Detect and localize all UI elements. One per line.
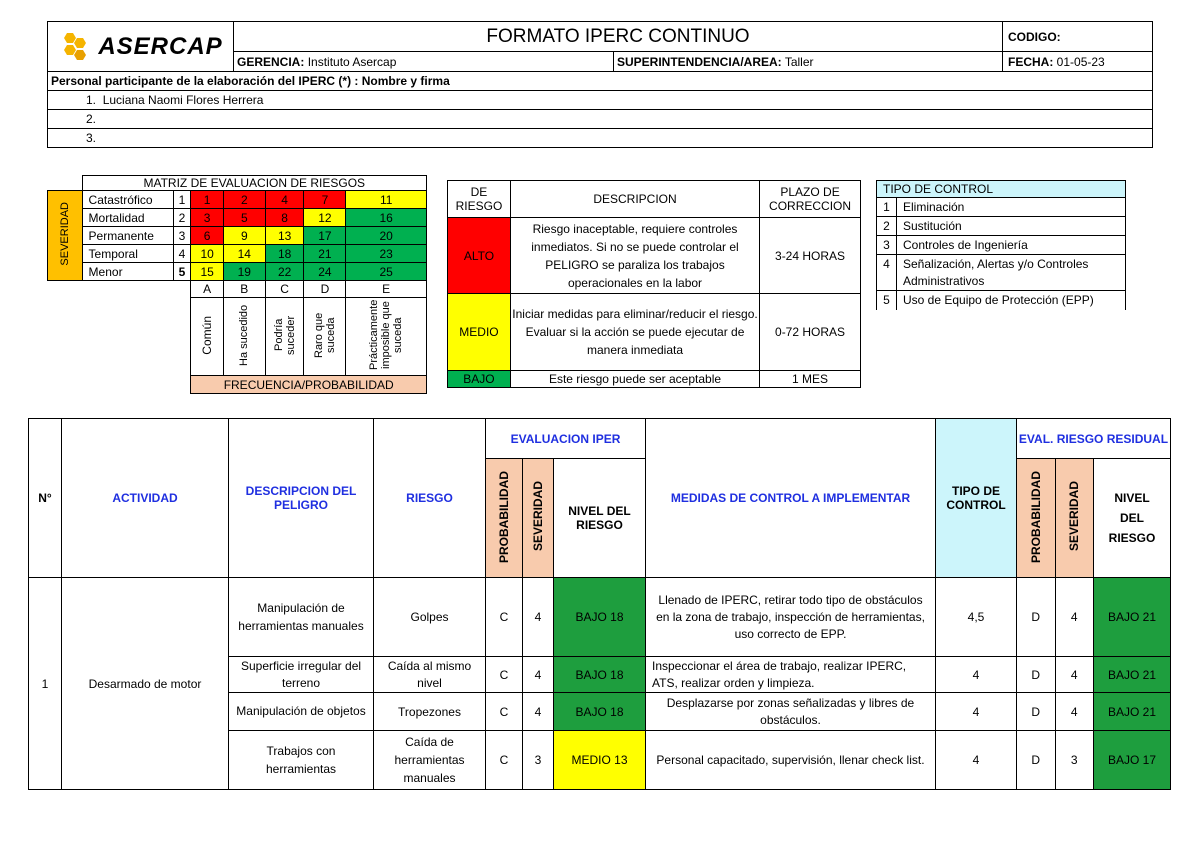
matrix-cell: 16	[346, 209, 427, 227]
participant-row	[48, 129, 1153, 148]
severity-row-num: 5	[173, 263, 191, 281]
severity-row-label: Permanente	[82, 227, 173, 245]
sev-cell: 3	[523, 731, 554, 790]
freq-label: Prácticamente imposible que suceda	[368, 299, 405, 370]
medidas-cell: Inspeccionar el área de trabajo, realizar IPERC, ATS, realizar orden y limpieza.	[646, 657, 936, 693]
riesgo-cell: Tropezones	[374, 693, 486, 731]
peligro-cell: Manipulación de herramientas manuales	[229, 578, 374, 657]
tipo-cell: 4	[936, 731, 1017, 790]
matrix-cell: 14	[223, 245, 265, 263]
prob-cell: C	[486, 657, 523, 693]
logo-text: ASERCAP	[98, 32, 223, 60]
freq-label-cell	[223, 298, 265, 376]
matrix-title: MATRIZ DE EVALUACION DE RIESGOS	[82, 176, 426, 191]
risk-level-plazo: 1 MES	[760, 371, 861, 388]
matrix-cell: 15	[191, 263, 223, 281]
matrix-cell: 11	[346, 191, 427, 209]
freq-letter: A	[191, 281, 223, 298]
hexagon-logo-icon	[58, 32, 92, 62]
risk-level-desc: Iniciar medidas para eliminar/reducir el riesgo. Evaluar si la acción se puede ejecutar de manera inmediata	[510, 294, 759, 371]
freq-label: Común	[200, 315, 215, 355]
matrix-cell: 7	[304, 191, 346, 209]
matrix-cell: 10	[191, 245, 223, 263]
participant-row	[48, 91, 1153, 110]
control-type-label: Señalización, Alertas y/o Controles Administrativos	[897, 255, 1126, 291]
gerencia-value: Instituto Asercap	[307, 54, 397, 69]
col-header-num: N°	[29, 419, 62, 578]
risk-matrix	[47, 175, 427, 394]
matrix-cell: 3	[191, 209, 223, 227]
matrix-cell: 9	[223, 227, 265, 245]
col-header-res-severidad: SEVERIDAD	[1067, 481, 1082, 552]
medidas-cell: Llenado de IPERC, retirar todo tipo de obstáculos en la zona de trabajo, inspección de herramientas, uso correcto de EPP.	[646, 578, 936, 657]
freq-letter: B	[223, 281, 265, 298]
area-cell	[614, 52, 1003, 72]
freq-label-cell	[265, 298, 304, 376]
matrix-cell: 18	[265, 245, 304, 263]
participant-row	[48, 110, 1153, 129]
col-header-res-probabilidad-cell	[1017, 459, 1056, 578]
col-header-peligro: DESCRIPCION DEL PELIGRO	[229, 419, 374, 578]
res-prob-cell: D	[1017, 657, 1056, 693]
freq-label: Ha sucedido	[238, 304, 251, 366]
gerencia-cell	[234, 52, 614, 72]
risk-levels-table	[447, 180, 861, 388]
freq-label-cell	[304, 298, 346, 376]
control-type-num: 3	[877, 236, 897, 255]
control-types-table	[876, 180, 1126, 310]
sev-cell: 4	[523, 657, 554, 693]
matrix-cell: 5	[223, 209, 265, 227]
control-type-label: Controles de Ingeniería	[897, 236, 1126, 255]
matrix-cell: 13	[265, 227, 304, 245]
risk-level-desc: Este riesgo puede ser aceptable	[510, 371, 759, 388]
matrix-cell: 1	[191, 191, 223, 209]
freq-label: Raro que suceda	[312, 312, 337, 358]
nivel-cell: BAJO 18	[554, 693, 646, 731]
matrix-cell: 21	[304, 245, 346, 263]
severity-row-num: 2	[173, 209, 191, 227]
control-type-num: 2	[877, 217, 897, 236]
control-type-num: 4	[877, 255, 897, 291]
col-header-eval-residual: EVAL. RIESGO RESIDUAL	[1017, 419, 1171, 459]
risk-level-badge: BAJO	[448, 371, 511, 388]
freq-letter: C	[265, 281, 304, 298]
medidas-cell: Personal capacitado, supervisión, llenar check list.	[646, 731, 936, 790]
col-header-res-severidad-cell	[1055, 459, 1094, 578]
matrix-cell: 23	[346, 245, 427, 263]
document-title: FORMATO IPERC CONTINUO	[234, 22, 1003, 52]
col-header-tipo-control: TIPO DE CONTROL	[936, 419, 1017, 578]
control-type-num: 5	[877, 291, 897, 310]
res-sev-cell: 4	[1055, 657, 1094, 693]
nivel-cell: BAJO 18	[554, 657, 646, 693]
risk-level-badge: ALTO	[448, 218, 511, 294]
col-header-eval-iper: EVALUACION IPER	[486, 419, 646, 459]
control-type-label: Eliminación	[897, 198, 1126, 217]
severity-row-label: Temporal	[82, 245, 173, 263]
res-sev-cell: 4	[1055, 578, 1094, 657]
matrix-cell: 12	[304, 209, 346, 227]
col-header-medidas: MEDIDAS DE CONTROL A IMPLEMENTAR	[646, 419, 936, 578]
prob-cell: C	[486, 731, 523, 790]
col-header-riesgo: RIESGO	[374, 419, 486, 578]
fecha-value: 01-05-23	[1056, 54, 1105, 69]
tipo-cell: 4	[936, 657, 1017, 693]
riesgo-cell: Caída de herramientas manuales	[374, 731, 486, 790]
activity-num: 1	[29, 578, 62, 790]
severity-row-num: 1	[173, 191, 191, 209]
plazo-header: PLAZO DE CORRECCION	[760, 181, 861, 218]
severity-row-label: Catastrófico	[82, 191, 173, 209]
prob-cell: C	[486, 578, 523, 657]
risk-level-plazo: 3-24 HORAS	[760, 218, 861, 294]
freq-label-cell	[346, 298, 427, 376]
level-header: DE RIESGO	[448, 181, 511, 218]
res-sev-cell: 4	[1055, 693, 1094, 731]
matrix-cell: 17	[304, 227, 346, 245]
matrix-cell: 2	[223, 191, 265, 209]
res-nivel-cell: BAJO 21	[1094, 657, 1171, 693]
riesgo-cell: Golpes	[374, 578, 486, 657]
matrix-cell: 6	[191, 227, 223, 245]
severity-row-num: 3	[173, 227, 191, 245]
res-nivel-cell: BAJO 17	[1094, 731, 1171, 790]
prob-cell: C	[486, 693, 523, 731]
nivel-cell: MEDIO 13	[554, 731, 646, 790]
risk-level-plazo: 0-72 HORAS	[760, 294, 861, 371]
riesgo-cell: Caída al mismo nivel	[374, 657, 486, 693]
risk-level-badge: MEDIO	[448, 294, 511, 371]
activity-name: Desarmado de motor	[62, 578, 229, 790]
matrix-cell: 25	[346, 263, 427, 281]
medidas-cell: Desplazarse por zonas señalizadas y libres de obstáculos.	[646, 693, 936, 731]
control-type-num: 1	[877, 198, 897, 217]
matrix-cell: 20	[346, 227, 427, 245]
area-label: SUPERINTENDENCIA/AREA:	[617, 54, 782, 69]
peligro-cell: Manipulación de objetos	[229, 693, 374, 731]
participant-num: 3.	[86, 131, 97, 145]
peligro-cell: Trabajos con herramientas	[229, 731, 374, 790]
freq-footer: FRECUENCIA/PROBABILIDAD	[191, 376, 427, 394]
nivel-cell: BAJO 18	[554, 578, 646, 657]
severity-label-text: SEVERIDAD	[58, 202, 71, 266]
severity-row-label: Mortalidad	[82, 209, 173, 227]
col-header-nivel: NIVEL DEL RIESGO	[554, 459, 646, 578]
severity-row-label: Menor	[82, 263, 173, 281]
logo-cell	[48, 22, 234, 72]
severity-axis-label	[48, 191, 83, 281]
header-table	[47, 21, 1153, 148]
participant-num: 1.	[86, 93, 97, 107]
tipo-cell: 4	[936, 693, 1017, 731]
gerencia-label: GERENCIA:	[237, 54, 305, 69]
freq-letter: D	[304, 281, 346, 298]
res-nivel-cell: BAJO 21	[1094, 578, 1171, 657]
freq-letter: E	[346, 281, 427, 298]
participant-num: 2.	[86, 112, 97, 126]
fecha-label: FECHA:	[1008, 54, 1054, 69]
tipo-cell: 4,5	[936, 578, 1017, 657]
participant-name: Luciana Naomi Flores Herrera	[102, 93, 264, 107]
col-header-severidad-cell	[523, 459, 554, 578]
control-types-title: TIPO DE CONTROL	[877, 181, 1126, 198]
company-logo	[48, 32, 233, 62]
res-prob-cell: D	[1017, 578, 1056, 657]
res-prob-cell: D	[1017, 693, 1056, 731]
matrix-cell: 19	[223, 263, 265, 281]
freq-label-cell	[191, 298, 223, 376]
control-type-label: Sustitución	[897, 217, 1126, 236]
col-header-probabilidad: PROBABILIDAD	[497, 470, 511, 563]
area-value: Taller	[784, 54, 814, 69]
col-header-probabilidad-cell	[486, 459, 523, 578]
codigo-label: CODIGO:	[1003, 22, 1153, 52]
res-nivel-cell: BAJO 21	[1094, 693, 1171, 731]
col-header-res-probabilidad: PROBABILIDAD	[1028, 470, 1043, 563]
col-header-res-nivel: NIVEL DEL RIESGO	[1094, 459, 1171, 578]
matrix-cell: 22	[265, 263, 304, 281]
participants-label: Personal participante de la elaboración del IPERC (*) : Nombre y firma	[48, 72, 1153, 91]
res-prob-cell: D	[1017, 731, 1056, 790]
fecha-cell	[1003, 52, 1153, 72]
iperc-main-table	[28, 418, 1171, 790]
peligro-cell: Superficie irregular del terreno	[229, 657, 374, 693]
sev-cell: 4	[523, 693, 554, 731]
matrix-cell: 8	[265, 209, 304, 227]
res-sev-cell: 3	[1055, 731, 1094, 790]
freq-label: Podría suceder	[272, 315, 297, 355]
matrix-cell: 4	[265, 191, 304, 209]
severity-row-num: 4	[173, 245, 191, 263]
col-header-actividad: ACTIVIDAD	[62, 419, 229, 578]
risk-level-desc: Riesgo inaceptable, requiere controles inmediatos. Si no se puede controlar el PELIGRO se paraliza los trabajos operacionales en la labor	[510, 218, 759, 294]
desc-header: DESCRIPCION	[510, 181, 759, 218]
sev-cell: 4	[523, 578, 554, 657]
matrix-cell: 24	[304, 263, 346, 281]
col-header-severidad: SEVERIDAD	[531, 481, 545, 552]
control-type-label: Uso de Equipo de Protección (EPP)	[897, 291, 1126, 310]
